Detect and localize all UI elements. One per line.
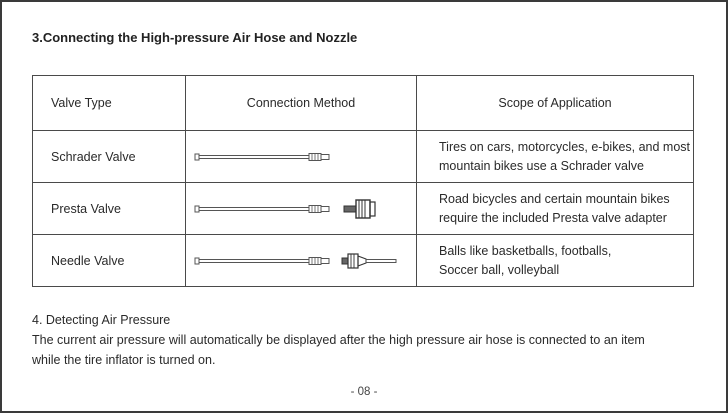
section-4-heading: 4. Detecting Air Pressure (32, 313, 171, 327)
section-4 (32, 310, 712, 370)
scope-line: Road bicycles and certain mountain bikes (439, 191, 670, 206)
hose-with-needle-adapter-icon (194, 250, 404, 272)
table-row (33, 235, 694, 287)
hose-icon (194, 150, 344, 164)
scope-cell (417, 131, 694, 183)
scope-line: mountain bikes use a Schrader valve (439, 158, 644, 173)
table-row (33, 183, 694, 235)
page-number: - 08 - (350, 386, 378, 398)
scope-cell (417, 183, 694, 235)
header-valve-type: Valve Type (33, 76, 186, 131)
connection-method-cell (186, 131, 417, 183)
scope-cell (417, 235, 694, 287)
table-header-row (33, 76, 694, 131)
connection-method-cell (186, 183, 417, 235)
section-4-body-line: while the tire inflator is turned on. (32, 353, 216, 367)
scope-line: Tires on cars, motorcycles, e-bikes, and most (439, 139, 691, 154)
hose-with-presta-adapter-icon (194, 198, 384, 220)
scope-line: Balls like basketballs, footballs, (439, 243, 612, 258)
connection-method-cell (186, 235, 417, 287)
table-row (33, 131, 694, 183)
section-4-body-line: The current air pressure will automatically be displayed after the high pressure air hose is connected to an item (32, 333, 645, 347)
scope-line: require the included Presta valve adapter (439, 210, 667, 225)
scope-line: Soccer ball, volleyball (439, 262, 560, 277)
valve-type-cell: Schrader Valve (33, 131, 186, 183)
section-3-heading: 3.Connecting the High-pressure Air Hose and Nozzle (32, 30, 358, 45)
header-scope-of-application: Scope of Application (417, 76, 694, 131)
valve-type-cell: Presta Valve (33, 183, 186, 235)
valve-type-cell: Needle Valve (33, 235, 186, 287)
header-connection-method: Connection Method (186, 76, 417, 131)
valve-connection-table (32, 75, 694, 287)
